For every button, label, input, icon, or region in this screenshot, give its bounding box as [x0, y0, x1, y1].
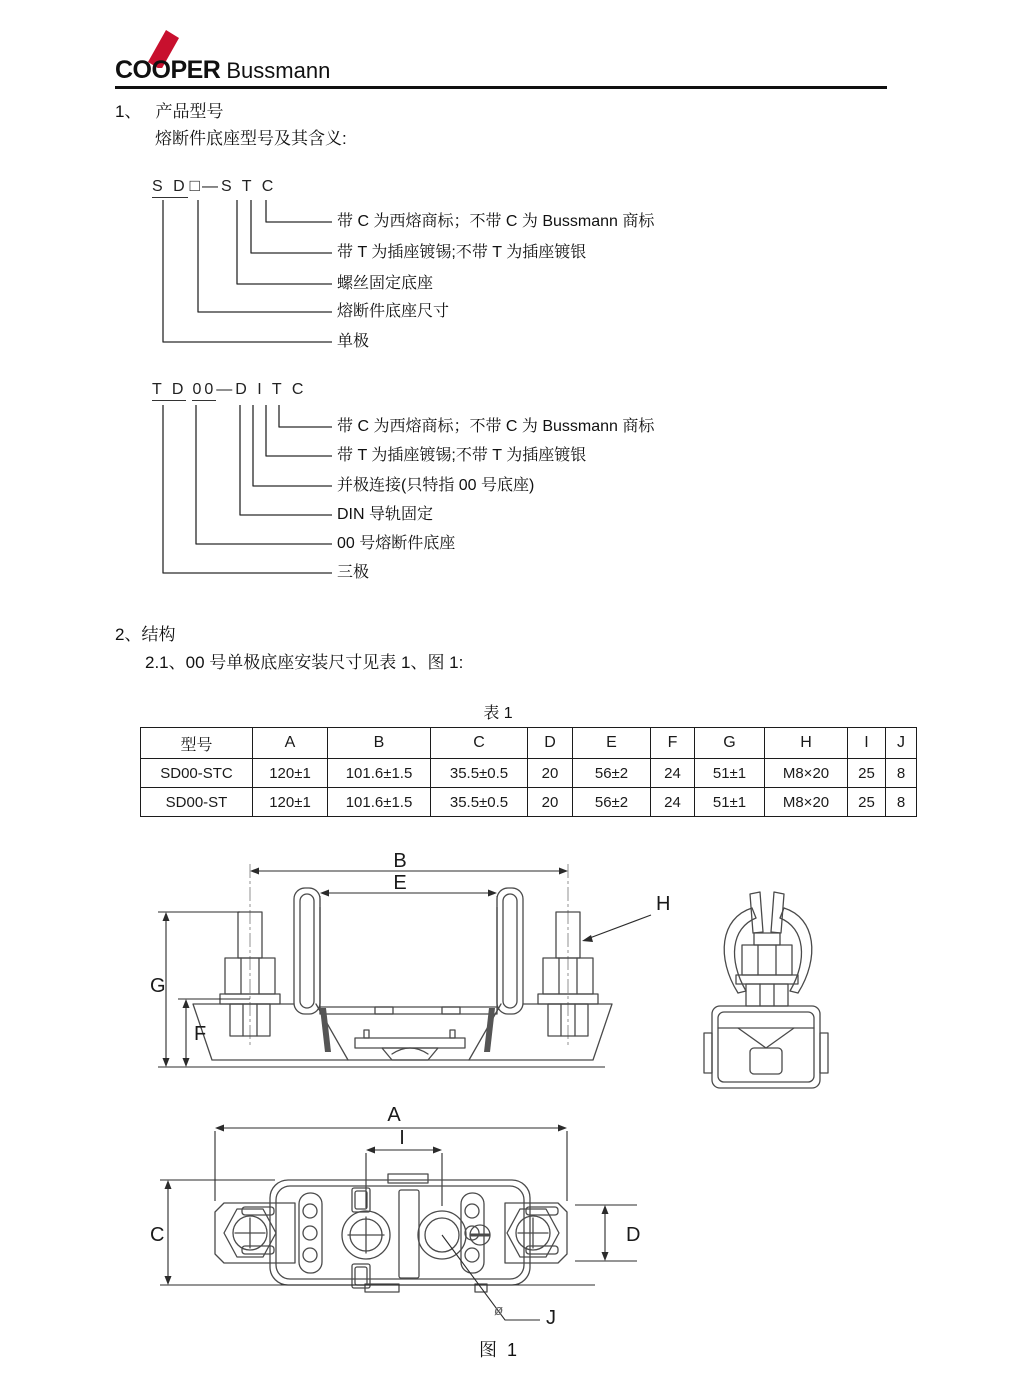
section2-title: 结构: [141, 625, 176, 644]
cell-g: 51±1: [695, 759, 765, 788]
model-code-td00-ditc: [152, 381, 306, 399]
model-size-box: □: [189, 176, 200, 195]
col-header-i: I: [848, 728, 886, 759]
col-header-f: F: [651, 728, 695, 759]
cell-e: 56±2: [573, 759, 651, 788]
diagram2-label-00: 00 号熔断件底座: [337, 535, 456, 552]
dim-label-g: G: [150, 975, 166, 997]
diagram1-label-s: 螺丝固定底座: [337, 275, 434, 292]
cell-j: 8: [886, 759, 917, 788]
model-ditc: —D I T C: [216, 381, 307, 398]
cell-f: 24: [651, 759, 695, 788]
cell-model: SD00-ST: [141, 788, 253, 817]
col-header-a: A: [253, 728, 328, 759]
col-header-d: D: [528, 728, 573, 759]
dim-label-e: E: [393, 872, 407, 894]
col-header-model: 型号: [141, 728, 253, 759]
table-header-row: [141, 728, 917, 759]
cell-i: 25: [848, 788, 886, 817]
logo-bussmann: Bussmann: [226, 58, 331, 83]
model-code-sd-stc: [152, 176, 276, 196]
dim-label-d: D: [626, 1224, 641, 1246]
figure1-side-view-drawing: [698, 888, 843, 1103]
figure1-caption: 图 1: [478, 1340, 517, 1360]
cell-j: 8: [886, 788, 917, 817]
section2-number: 2、: [115, 625, 142, 644]
dim-label-b: B: [393, 852, 407, 872]
dim-label-h: H: [656, 893, 671, 915]
cell-d: 20: [528, 759, 573, 788]
diagram2-label-c: 带 C 为西熔商标；不带 C 为 Bussmann 商标: [337, 418, 655, 435]
col-header-c: C: [431, 728, 528, 759]
table-row: [141, 788, 917, 817]
cell-b: 101.6±1.5: [328, 788, 431, 817]
cell-i: 25: [848, 759, 886, 788]
diagram1-callout-lines: [150, 198, 335, 353]
cell-h: M8×20: [765, 759, 848, 788]
diagram2-label-i: 并极连接(只特指 00 号底座): [337, 477, 535, 494]
col-header-e: E: [573, 728, 651, 759]
section2-heading: [115, 620, 175, 645]
section1-heading: [115, 97, 223, 122]
col-header-b: B: [328, 728, 431, 759]
table-row: [141, 759, 917, 788]
col-header-g: G: [695, 728, 765, 759]
col-header-j: J: [886, 728, 917, 759]
dim-label-c: C: [150, 1224, 165, 1246]
cell-d: 20: [528, 788, 573, 817]
cell-model: SD00-STC: [141, 759, 253, 788]
diagram2-callout-lines: [150, 403, 335, 585]
model-td: T D: [152, 381, 186, 401]
diagram2-label-t: 带 T 为插座镀锡;不带 T 为插座镀银: [337, 447, 587, 464]
section1-intro: 熔断件底座型号及其含义:: [155, 129, 347, 148]
cell-c: 35.5±0.5: [431, 759, 528, 788]
diagram1-label-pole: 单极: [337, 333, 370, 350]
dim-label-j: J: [546, 1307, 556, 1329]
diagram2-label-din: DIN 导轨固定: [337, 506, 434, 523]
col-header-h: H: [765, 728, 848, 759]
figure1-front-view-drawing: [150, 852, 695, 1092]
model-stc: —S T C: [201, 178, 277, 195]
diagram2-label-3pole: 三极: [337, 564, 370, 581]
dim-label-a: A: [387, 1104, 401, 1126]
table1-caption: 表 1: [483, 705, 513, 722]
cell-g: 51±1: [695, 788, 765, 817]
dimension-table: [140, 727, 917, 817]
cell-f: 24: [651, 788, 695, 817]
logo-cooper: COOPER: [115, 56, 221, 84]
section1-title: 产品型号: [155, 102, 224, 121]
diagram1-label-c: 带 C 为西熔商标；不带 C 为 Bussmann 商标: [337, 213, 655, 230]
cell-a: 120±1: [253, 759, 328, 788]
section2-subheading: 2.1、00 号单极底座安装尺寸见表 1、图 1:: [145, 653, 464, 672]
diagram1-label-size: 熔断件底座尺寸: [337, 303, 450, 320]
model-sd: S D: [152, 178, 188, 198]
figure1-top-view-drawing: [150, 1098, 695, 1348]
dim-label-i: I: [399, 1127, 405, 1149]
diameter-symbol: ø: [494, 1302, 504, 1319]
header-rule: [115, 86, 887, 89]
cooper-bussmann-logo-text: [115, 56, 330, 85]
diagram1-label-t: 带 T 为插座镀锡;不带 T 为插座镀银: [337, 244, 587, 261]
dim-label-f: F: [194, 1023, 207, 1045]
section1-number: 1、: [115, 102, 142, 121]
cell-c: 35.5±0.5: [431, 788, 528, 817]
cell-b: 101.6±1.5: [328, 759, 431, 788]
cell-a: 120±1: [253, 788, 328, 817]
cell-e: 56±2: [573, 788, 651, 817]
cell-h: M8×20: [765, 788, 848, 817]
model-00: 00: [192, 381, 216, 401]
